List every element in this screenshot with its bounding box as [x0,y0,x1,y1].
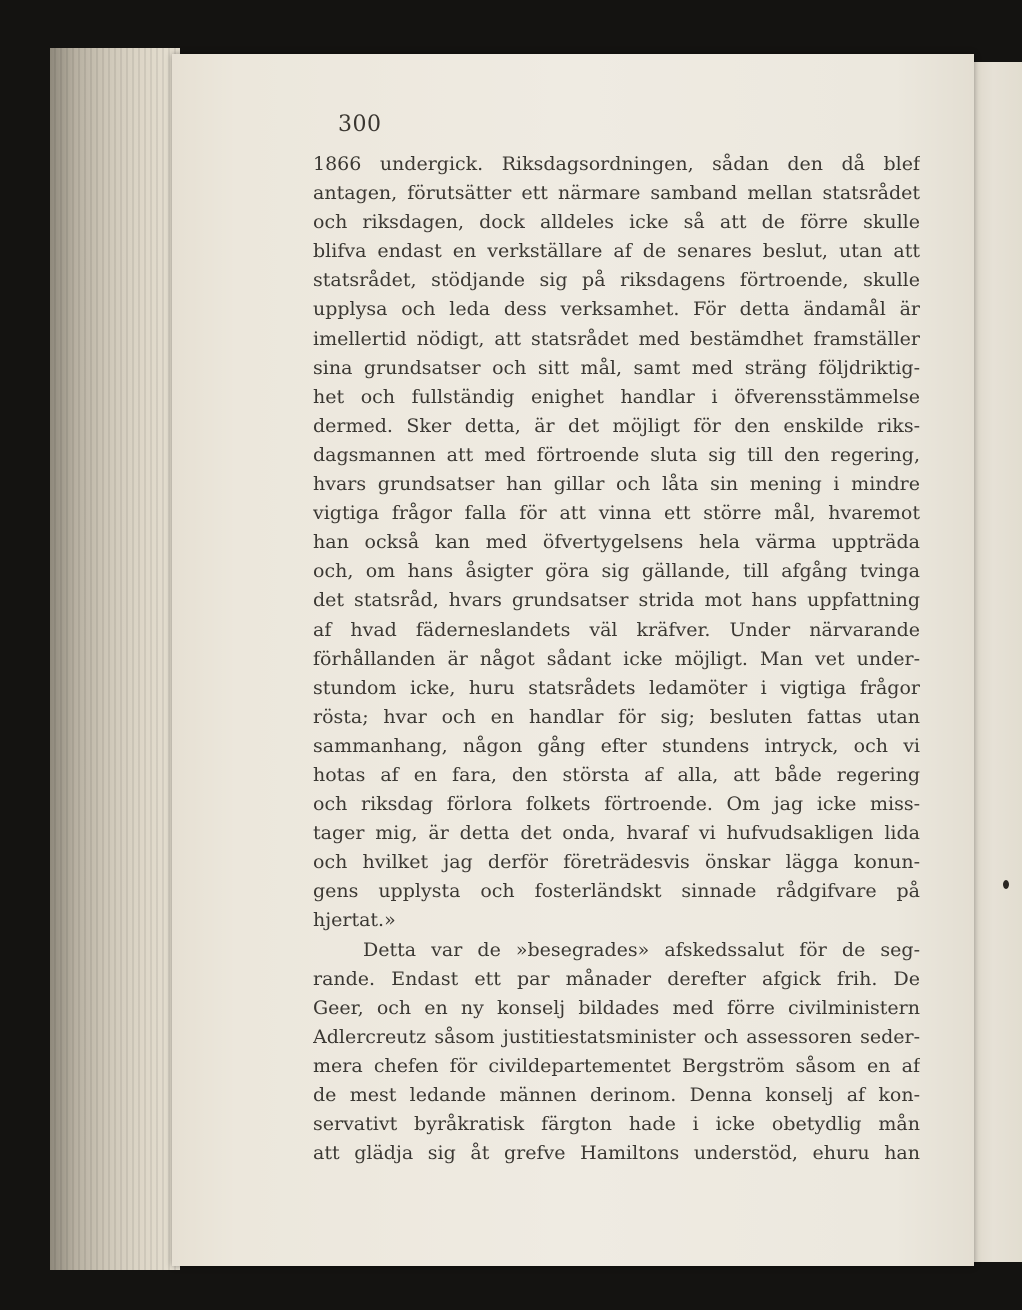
text-line: och riksdag förlora folkets förtroende. Om jag icke miss- [313,793,920,816]
text-line: och hvilket jag derför företrädesvis önskar lägga konun- [313,851,920,874]
text-line: 1866 undergick. Riksdagsordningen, sådan den då blef [313,153,920,175]
text-line: de mest ledande männen derinom. Denna konselj af kon- [313,1084,920,1106]
text-line: tager mig, är detta det onda, hvaraf vi hufvudsakligen lida [313,822,920,845]
text-line: rande. Endast ett par månader derefter afgick frih. De [313,967,920,990]
ink-speck [1003,880,1009,889]
text-line: dermed. Sker detta, är det möjligt för den enskilde riks- [313,414,920,437]
text-line: blifva endast en verkställare af de senares beslut, utan att [313,240,920,263]
text-line: sammanhang, någon gång efter stundens intryck, och vi [313,734,920,757]
text-line: hvars grundsatser han gillar och låta sin mening i mindre [313,473,920,496]
text-line: statsrådet, stödjande sig på riksdagens förtroende, skulle [313,269,920,292]
text-line: het och fullständig enighet handlar i öfverensstämmelse [313,385,920,408]
text-line: och riksdagen, dock alldeles icke så att de förre skulle [313,211,920,234]
text-line: Geer, och en ny konselj bildades med förre civilministern [313,996,920,1019]
text-line: upplysa och leda dess verksamhet. För detta ändamål är [313,298,920,321]
text-line: af hvad fäderneslandets väl kräfver. Under närvarande [313,618,920,641]
body-text [313,150,920,1168]
text-line: gens upplysta och fosterländskt sinnade rådgifvare på [313,880,920,903]
text-line: Adlercreutz såsom justitiestatsminister och assessoren seder- [313,1025,920,1048]
text-line: han också kan med öfvertygelsens hela värma uppträda [313,531,920,554]
text-line: antagen, förutsätter ett närmare samband mellan statsrådet [313,182,920,205]
text-line: dagsmannen att med förtroende sluta sig till den regering, [313,443,920,466]
text-line: att glädja sig åt grefve Hamiltons understöd, ehuru han [313,1142,920,1165]
text-line: och, om hans åsigter göra sig gällande, till afgång tvinga [313,560,920,583]
text-line: mera chefen för civildepartementet Bergström såsom en af [313,1054,920,1077]
text-line: rösta; hvar och en handlar för sig; besluten fattas utan [313,705,920,728]
text-line: imellertid nödigt, att statsrådet med bestämdhet framställer [313,327,920,350]
text-line: hjertat.» [313,909,396,932]
paragraph-first-line: Detta var de »besegrades» afskedssalut för de seg- [363,938,920,961]
text-line: förhållanden är något sådant icke möjligt. Man vet under- [313,647,920,670]
page-edges [50,48,180,1270]
page-number: 300 [338,112,382,137]
text-line: sina grundsatser och sitt mål, samt med sträng följdriktig- [313,356,920,379]
text-line: stundom icke, huru statsrådets ledamöter i vigtiga frågor [313,676,920,699]
text-line: servativt byråkratisk färgton hade i icke obetydlig mån [313,1113,920,1136]
text-line: vigtiga frågor falla för att vinna ett större mål, hvaremot [313,502,920,525]
text-line: det statsråd, hvars grundsatser strida mot hans uppfattning [313,589,920,612]
text-line: hotas af en fara, den största af alla, att både regering [313,763,920,786]
facing-page-edge [974,62,1022,1262]
